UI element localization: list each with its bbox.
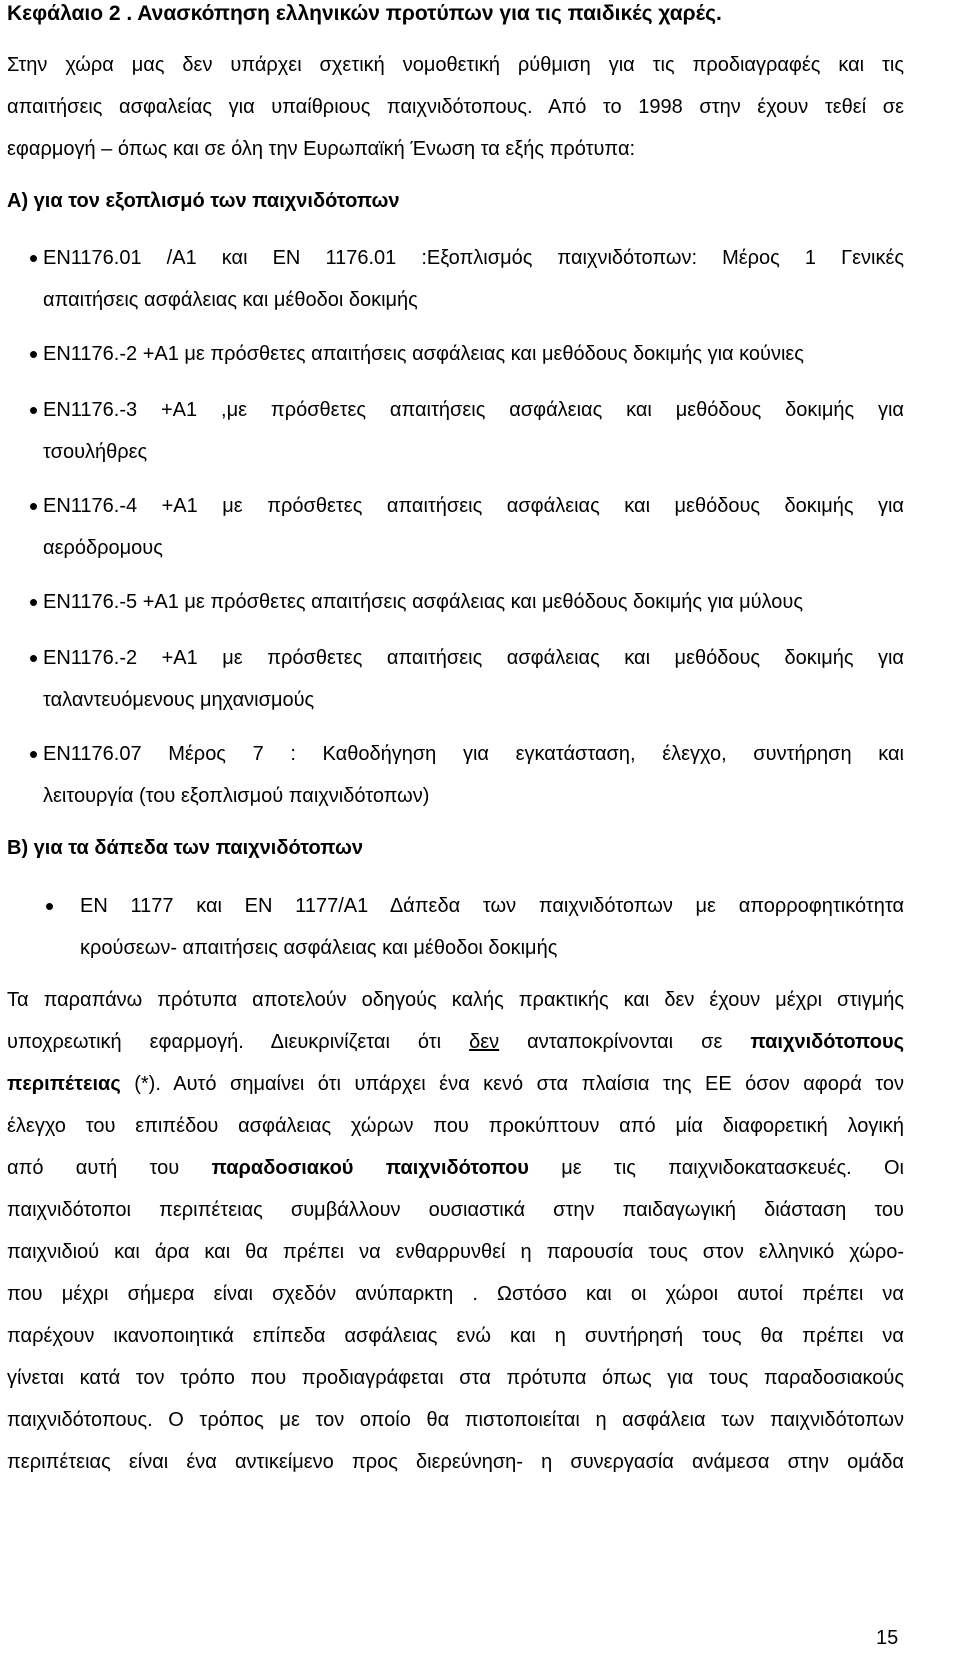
closing-line-5 xyxy=(7,1156,904,1180)
closing-line-6: παιχνιδότοποι περιπέτειας συμβάλλουν ουσιαστικά στην παιδαγωγική διάσταση του xyxy=(7,1199,904,1221)
bullet-icon xyxy=(30,751,37,758)
bullet-icon xyxy=(46,903,53,910)
standard-item-4-line-2: αερόδρομους xyxy=(43,537,163,559)
closing-line-5-text-cont: με τις παιχνιδοκατασκευές. Οι xyxy=(528,1157,904,1179)
standard-item-1-line-1: ΕΝ1176.01 /Α1 και ΕΝ 1176.01 :Εξοπλισμός παιχνιδότοπων: Μέρος 1 Γενικές xyxy=(43,247,904,269)
underlined-word: δεν xyxy=(469,1031,500,1053)
closing-line-11: παιχνιδότοπους. Ο τρόπος με τον οποίο θα πιστοποιείται η ασφάλεια των παιχνιδότοπων xyxy=(7,1409,904,1431)
closing-line-9: παρέχουν ικανοποιητικά επίπεδα ασφάλειας ενώ και η συντήρησή τους θα πρέπει να xyxy=(7,1325,904,1347)
floor-standard-line-1: ΕΝ 1177 και ΕΝ 1177/Α1 Δάπεδα των παιχνιδότοπων με απορροφητικότητα xyxy=(80,895,904,917)
standard-item-7-line-2: λειτουργία (του εξοπλισμού παιχνιδότοπων) xyxy=(43,785,430,807)
bullet-icon xyxy=(30,351,37,358)
standard-item-1-line-2: απαιτήσεις ασφάλειας και μέθοδοι δοκιμής xyxy=(43,289,418,311)
closing-line-1: Τα παραπάνω πρότυπα αποτελούν οδηγούς καλής πρακτικής και δεν έχουν μέχρι στιγμής xyxy=(7,989,904,1011)
closing-line-2-text: υποχρεωτική εφαρμογή. Διευκρινίζεται ότι xyxy=(7,1031,470,1053)
bullet-icon xyxy=(30,655,37,662)
standard-item-3-line-1: ΕΝ1176.-3 +Α1 ,με πρόσθετες απαιτήσεις ασφάλειας και μεθόδους δοκιμής για xyxy=(43,399,904,421)
standard-item-4-line-1: ΕΝ1176.-4 +Α1 με πρόσθετες απαιτήσεις ασφάλειας και μεθόδους δοκιμής για xyxy=(43,495,904,517)
closing-line-2-text-cont: ανταποκρίνονται σε xyxy=(499,1031,751,1053)
intro-line-3: εφαρμογή – όπως και σε όλη την Ευρωπαϊκή Ένωση τα εξής πρότυπα: xyxy=(7,138,636,160)
standard-item-3-line-2: τσουλήθρες xyxy=(43,441,148,463)
closing-line-4: έλεγχο του επιπέδου ασφάλειας χώρων που προκύπτουν από μία διαφορετική λογική xyxy=(7,1115,904,1137)
bullet-icon xyxy=(30,255,37,262)
closing-line-3-text: (*). Αυτό σημαίνει ότι υπάρχει ένα κενό στα πλαίσια της ΕΕ όσον αφορά τον xyxy=(120,1073,904,1095)
bold-term-adventure: περιπέτειας xyxy=(7,1073,121,1095)
closing-line-12: περιπέτειας είναι ένα αντικείμενο προς διερεύνηση- η συνεργασία ανάμεσα στην ομάδα xyxy=(7,1451,904,1473)
bullet-icon xyxy=(30,503,37,510)
closing-line-5-text: από αυτή του xyxy=(7,1157,212,1179)
floor-standard-line-2: κρούσεων- απαιτήσεις ασφάλειας και μέθοδοι δοκιμής xyxy=(80,937,558,959)
closing-line-10: γίνεται κατά τον τρόπο που προδιαγράφεται στα πρότυπα όπως για τους παραδοσιακούς xyxy=(7,1367,904,1389)
bold-term-adventure-playgrounds: παιχνιδότοπους xyxy=(750,1031,904,1053)
closing-line-2 xyxy=(7,1030,904,1054)
intro-line-2: απαιτήσεις ασφαλείας για υπαίθριους παιχνιδότοπους. Από το 1998 στην έχουν τεθεί σε xyxy=(7,96,904,118)
page-number: 15 xyxy=(876,1627,899,1649)
closing-line-3 xyxy=(7,1072,904,1096)
standard-item-6-line-2: ταλαντευόμενους μηχανισμούς xyxy=(43,689,315,711)
bold-term-traditional-playground: παραδοσιακού παιχνιδότοπου xyxy=(211,1157,529,1179)
intro-line-1: Στην χώρα μας δεν υπάρχει σχετική νομοθετική ρύθμιση για τις προδιαγραφές και τις xyxy=(7,54,904,76)
chapter-title: Κεφάλαιο 2 . Ανασκόπηση ελληνικών προτύπων για τις παιδικές χαρές. xyxy=(7,2,722,25)
standard-item-7-line-1: ΕΝ1176.07 Μέρος 7 : Καθοδήγηση για εγκατάσταση, έλεγχο, συντήρηση και xyxy=(43,743,904,765)
standard-item-5: ΕΝ1176.-5 +Α1 με πρόσθετες απαιτήσεις ασφάλειας και μεθόδους δοκιμής για μύλους xyxy=(43,591,803,613)
closing-line-8: που μέχρι σήμερα είναι σχεδόν ανύπαρκτη . Ωστόσο και οι χώροι αυτοί πρέπει να xyxy=(7,1283,904,1305)
bullet-icon xyxy=(30,599,37,606)
section-a-heading: Α) για τον εξοπλισμό των παιχνιδότοπων xyxy=(7,190,400,212)
bullet-icon xyxy=(30,407,37,414)
section-b-heading: Β) για τα δάπεδα των παιχνιδότοπων xyxy=(7,837,363,859)
standard-item-6-line-1: ΕΝ1176.-2 +Α1 με πρόσθετες απαιτήσεις ασφάλειας και μεθόδους δοκιμής για xyxy=(43,647,904,669)
closing-line-7: παιχνιδιού και άρα και θα πρέπει να ενθαρρυνθεί η παρουσία τους στον ελληνικό χώρο- xyxy=(7,1241,904,1263)
standard-item-2: ΕΝ1176.-2 +Α1 με πρόσθετες απαιτήσεις ασφάλειας και μεθόδους δοκιμής για κούνιες xyxy=(43,343,804,365)
